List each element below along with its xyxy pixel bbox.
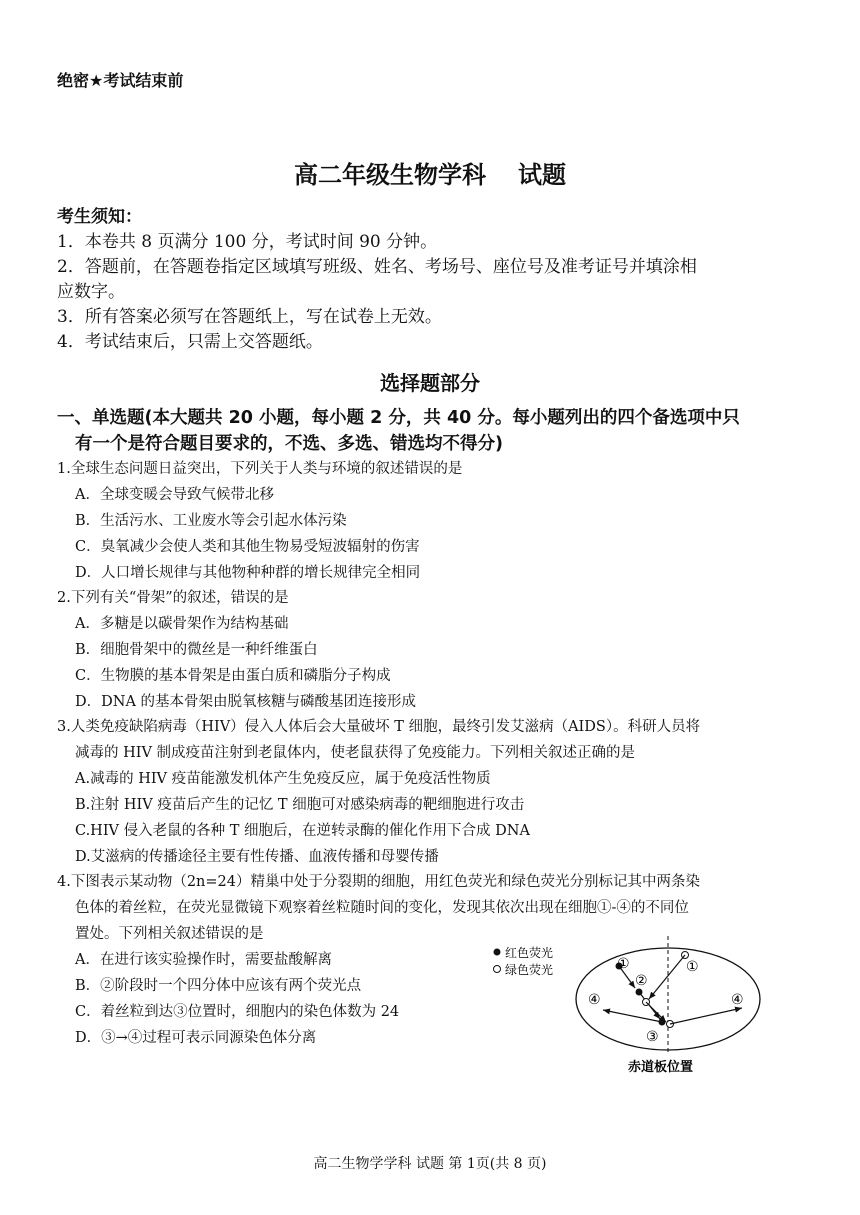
question-option: C．着丝粒到达③位置时，细胞内的染色体数为 24 <box>75 1004 400 1020</box>
part-heading-cont: 有一个是符合题目要求的，不选、多选、错选均不得分) <box>75 434 503 454</box>
question-option: A．全球变暖会导致气候带北移 <box>75 487 274 503</box>
label-3: ③ <box>646 1029 659 1045</box>
green-arrow-3-4 <box>670 1008 742 1024</box>
confidential-header: 绝密★考试结束前 <box>57 71 184 90</box>
notice-line: 2．答题前，在答题卷指定区域填写班级、姓名、考场号、座位号及准考证号并填涂相 <box>57 257 697 277</box>
label-1-left: ① <box>617 956 630 972</box>
question-stem: 减毒的 HIV 制成疫苗注射到老鼠体内，使老鼠获得了免疫能力。下列相关叙述正确的是 <box>75 745 636 761</box>
label-1-right: ① <box>686 959 699 975</box>
question-option: C．臭氧减少会使人类和其他生物易受短波辐射的伤害 <box>75 539 420 555</box>
exam-title-main: 高二年级生物学科 <box>294 161 486 189</box>
question-option: B．生活污水、工业废水等会引起水体污染 <box>75 513 347 529</box>
question-option: A.减毒的 HIV 疫苗能激发机体产生免疫反应，属于免疫活性物质 <box>75 771 491 787</box>
question-option: B．②阶段时一个四分体中应该有两个荧光点 <box>75 978 362 994</box>
figure-caption: 赤道板位置 <box>628 1060 694 1075</box>
notice-line: 3．所有答案必须写在答题纸上，写在试卷上无效。 <box>57 307 442 327</box>
question-option: D．DNA 的基本骨架由脱氧核糖与磷酸基团连接形成 <box>75 694 417 710</box>
question-stem: 色体的着丝粒，在荧光显微镜下观察着丝粒随时间的变化，发现其依次出现在细胞①-④的不同位 <box>75 900 689 916</box>
question-option: C.HIV 侵入老鼠的各种 T 细胞后，在逆转录酶的催化作用下合成 DNA <box>75 823 530 839</box>
section-title: 选择题部分 <box>380 371 480 395</box>
notice-line: 1．本卷共 8 页满分 100 分，考试时间 90 分钟。 <box>57 232 438 252</box>
label-4-right: ④ <box>731 992 744 1008</box>
label-2: ② <box>635 973 648 989</box>
exam-title <box>0 155 860 190</box>
notice-line: 应数字。 <box>57 282 125 302</box>
exam-title-sub: 试题 <box>518 161 566 189</box>
notice-line: 4．考试结束后，只需上交答题纸。 <box>57 332 323 352</box>
notice-heading: 考生须知： <box>57 207 142 227</box>
page-footer: 高二生物学学科 试题 第 1页(共 8 页) <box>313 1156 547 1172</box>
question-option: D.艾滋病的传播途径主要有性传播、血液传播和母婴传播 <box>75 849 439 865</box>
legend-red-dot <box>494 949 501 956</box>
legend-green-label: 绿色荧光 <box>505 963 554 977</box>
question-option: D．③→④过程可表示同源染色体分离 <box>75 1030 317 1046</box>
question-stem: 4.下图表示某动物（2n=24）精巢中处于分裂期的细胞，用红色荧光和绿色荧光分别标记其中两条染 <box>57 874 700 890</box>
question-stem: 2.下列有关“骨架”的叙述，错误的是 <box>57 590 289 606</box>
green-arrow-1-2 <box>649 955 685 999</box>
legend-red-label: 红色荧光 <box>505 946 554 960</box>
legend-green-dot <box>494 966 501 973</box>
cell-figure <box>480 932 780 1078</box>
question-option: A．多糖是以碳骨架作为结构基础 <box>75 616 289 632</box>
question-option: B.注射 HIV 疫苗后产生的记忆 T 细胞可对感染病毒的靶细胞进行攻击 <box>75 797 525 813</box>
question-option: A．在进行该实验操作时，需要盐酸解离 <box>75 952 332 968</box>
red-arrow-3-4 <box>603 1010 662 1022</box>
question-stem: 置处。下列相关叙述错误的是 <box>75 926 264 942</box>
label-4-left: ④ <box>588 992 601 1008</box>
part-heading: 一、单选题(本大题共 20 小题，每小题 2 分，共 40 分。每小题列出的四个备选项中只 <box>57 408 740 428</box>
question-option: B．细胞骨架中的微丝是一种纤维蛋白 <box>75 642 318 658</box>
question-stem: 3.人类免疫缺陷病毒（HIV）侵入人体后会大量破坏 T 细胞，最终引发艾滋病（AIDS）。科研人员将 <box>57 719 701 735</box>
question-option: D．人口增长规律与其他物种种群的增长规律完全相同 <box>75 565 421 581</box>
question-stem: 1.全球生态问题日益突出，下列关于人类与环境的叙述错误的是 <box>57 461 463 477</box>
question-option: C．生物膜的基本骨架是由蛋白质和磷脂分子构成 <box>75 668 391 684</box>
